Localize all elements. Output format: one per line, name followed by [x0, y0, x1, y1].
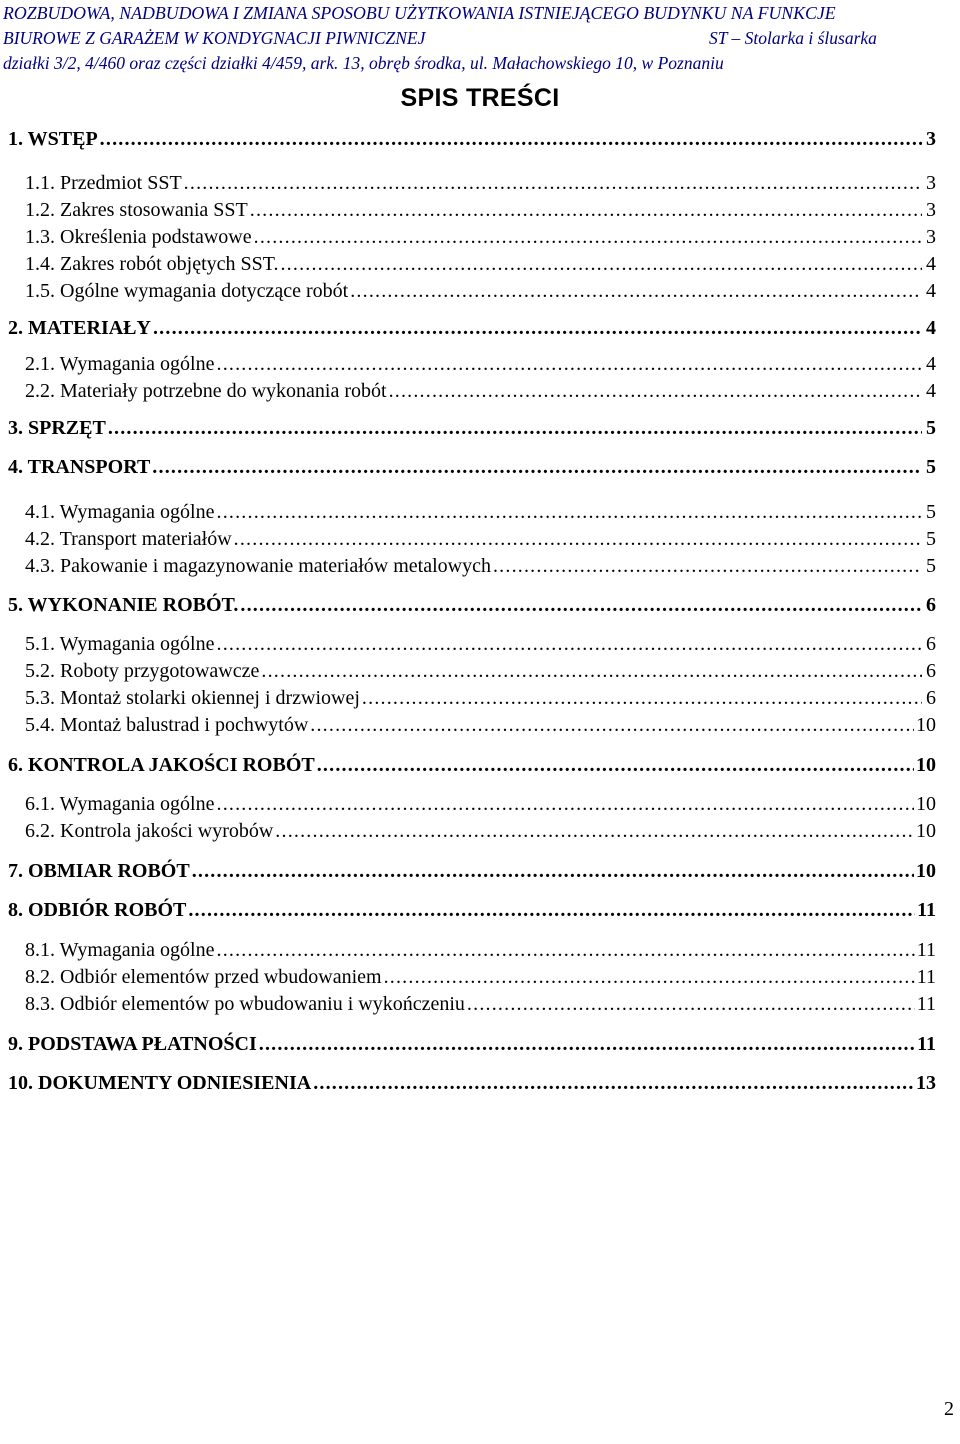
toc-entry[interactable]: [25, 687, 936, 710]
toc-entry[interactable]: [25, 966, 936, 989]
toc-leader-dots: [217, 633, 923, 656]
toc-leader-dots: [234, 528, 922, 551]
toc-entry-label: 1. WSTĘP: [8, 128, 98, 150]
toc-entry[interactable]: [25, 353, 936, 376]
toc-entry-label: 4. TRANSPORT: [8, 456, 151, 478]
toc-entry[interactable]: [8, 1033, 936, 1056]
toc-entry-page: 13: [916, 1072, 936, 1094]
toc-entry[interactable]: [25, 380, 936, 403]
toc-entry[interactable]: [25, 939, 936, 962]
toc-entry-label: 2.2. Materiały potrzebne do wykonania robót: [25, 380, 387, 402]
toc-entry-page: 4: [926, 280, 936, 302]
toc-entry-page: 5: [926, 456, 936, 478]
toc-entry-page: 11: [916, 939, 936, 961]
header-location: działki 3/2, 4/460 oraz części działki 4/459, ark. 13, obręb środka, ul. Małachowskiego 10, w Poznaniu: [3, 53, 724, 73]
toc-leader-dots: [350, 280, 922, 303]
toc-entry-page: 3: [926, 199, 936, 221]
toc-entry[interactable]: [25, 501, 936, 524]
toc-entry-page: 6: [926, 687, 936, 709]
toc-leader-dots: [493, 555, 922, 578]
toc-leader-dots: [217, 353, 923, 376]
toc-entry-page: 6: [926, 660, 936, 682]
toc-entry-label: 9. PODSTAWA PŁATNOŚCI: [8, 1033, 257, 1055]
toc-entry-label: 4.2. Transport materiałów: [25, 528, 232, 550]
header-project-title: ROZBUDOWA, NADBUDOWA I ZMIANA SPOSOBU UŻYTKOWANIA ISTNIEJĄCEGO BUDYNKU NA FUNKCJE: [3, 3, 836, 23]
toc-leader-dots: [362, 687, 922, 710]
toc-entry[interactable]: [25, 633, 936, 656]
toc-entry-label: 5.2. Roboty przygotowawcze: [25, 660, 260, 682]
header-project-subtitle: BIUROWE Z GARAŻEM W KONDYGNACJI PIWNICZNEJ: [3, 28, 426, 48]
toc-leader-dots: [254, 226, 922, 249]
toc-entry-page: 6: [926, 594, 936, 616]
toc-entry[interactable]: [25, 528, 936, 551]
toc-leader-dots: [100, 128, 922, 151]
toc-entry[interactable]: [8, 594, 936, 617]
toc-entry-label: 5.3. Montaż stolarki okiennej i drzwiowej: [25, 687, 360, 709]
toc-entry-label: 1.5. Ogólne wymagania dotyczące robót: [25, 280, 349, 302]
toc-leader-dots: [152, 456, 922, 479]
toc-entry[interactable]: [25, 660, 936, 683]
toc-entry-label: 2. MATERIAŁY: [8, 317, 151, 339]
toc-entry-page: 5: [926, 528, 936, 550]
toc-leader-dots: [250, 199, 922, 222]
toc-leader-dots: [192, 860, 914, 883]
toc-leader-dots: [259, 1033, 915, 1056]
toc-entry[interactable]: [25, 793, 936, 816]
toc-entry-label: 6.1. Wymagania ogólne: [25, 793, 215, 815]
toc-entry[interactable]: [25, 253, 936, 276]
toc-entry-page: 3: [926, 128, 936, 150]
toc-entry[interactable]: [8, 128, 936, 151]
toc-entry[interactable]: [25, 172, 936, 195]
toc-entry-label: 6.2. Kontrola jakości wyrobów: [25, 820, 274, 842]
toc-leader-dots: [217, 793, 915, 816]
toc-leader-dots: [384, 966, 915, 989]
toc-leader-dots: [188, 899, 915, 922]
toc-entry-page: 5: [926, 417, 936, 439]
toc-entry-label: 7. OBMIAR ROBÓT: [8, 860, 190, 882]
toc-entry[interactable]: [25, 993, 936, 1016]
toc-entry-page: 10: [916, 714, 936, 736]
toc-entry-page: 10: [916, 754, 936, 776]
toc-leader-dots: [217, 939, 915, 962]
toc-entry-page: 11: [917, 1033, 936, 1055]
toc-entry-label: 8.3. Odbiór elementów po wbudowaniu i wykończeniu: [25, 993, 465, 1015]
toc-leader-dots: [153, 317, 922, 340]
toc-entry-label: 5.1. Wymagania ogólne: [25, 633, 215, 655]
toc-entry-label: 6. KONTROLA JAKOŚCI ROBÓT: [8, 754, 315, 776]
toc-leader-dots: [467, 993, 915, 1016]
toc-entry[interactable]: [8, 899, 936, 922]
toc-title: SPIS TREŚCI: [400, 84, 560, 112]
header-spec-name: ST – Stolarka i ślusarka: [709, 28, 877, 48]
toc-entry[interactable]: [8, 754, 936, 777]
toc-entry-label: 4.1. Wymagania ogólne: [25, 501, 215, 523]
toc-entry[interactable]: [25, 280, 936, 303]
toc-entry-page: 3: [926, 172, 936, 194]
toc-leader-dots: [184, 172, 922, 195]
toc-entry-label: 1.2. Zakres stosowania SST: [25, 199, 248, 221]
toc-entry[interactable]: [8, 860, 936, 883]
toc-entry-label: 1.3. Określenia podstawowe: [25, 226, 252, 248]
toc-entry-page: 5: [926, 501, 936, 523]
toc-entry[interactable]: [25, 199, 936, 222]
toc-entry-label: 8. ODBIÓR ROBÓT: [8, 899, 187, 921]
toc-entry-page: 5: [926, 555, 936, 577]
toc-entry-page: 4: [926, 317, 936, 339]
toc-entry-label: 1.1. Przedmiot SST: [25, 172, 182, 194]
toc-leader-dots: [389, 380, 922, 403]
toc-entry-label: 3. SPRZĘT: [8, 417, 106, 439]
toc-entry[interactable]: [8, 456, 936, 479]
toc-entry[interactable]: [25, 820, 936, 843]
toc-entry[interactable]: [25, 555, 936, 578]
toc-entry-label: 8.1. Wymagania ogólne: [25, 939, 215, 961]
toc-leader-dots: [108, 417, 922, 440]
toc-entry-label: 10. DOKUMENTY ODNIESIENIA: [8, 1072, 312, 1094]
toc-entry-page: 10: [916, 860, 936, 882]
toc-entry-page: 11: [916, 993, 936, 1015]
toc-entry-label: 8.2. Odbiór elementów przed wbudowaniem: [25, 966, 382, 988]
toc-entry-label: 2.1. Wymagania ogólne: [25, 353, 215, 375]
toc-leader-dots: [317, 754, 914, 777]
page-number: 2: [944, 1398, 954, 1420]
toc-entry-label: 5.4. Montaż balustrad i pochwytów: [25, 714, 309, 736]
toc-entry-label: 1.4. Zakres robót objętych SST.: [25, 253, 279, 275]
toc-leader-dots: [280, 253, 922, 276]
toc-entry-page: 4: [926, 353, 936, 375]
toc-leader-dots: [275, 820, 914, 843]
toc-entry-page: 6: [926, 633, 936, 655]
toc-entry[interactable]: [8, 1072, 936, 1095]
toc-entry-label: 5. WYKONANIE ROBÓT.: [8, 594, 239, 616]
toc-entry-page: 10: [916, 820, 936, 842]
toc-leader-dots: [261, 660, 922, 683]
toc-leader-dots: [217, 501, 923, 524]
toc-entry[interactable]: [8, 417, 936, 440]
toc-entry-page: 10: [916, 793, 936, 815]
toc-entry-page: 4: [926, 380, 936, 402]
toc-entry-page: 4: [926, 253, 936, 275]
toc-leader-dots: [240, 594, 922, 617]
toc-entry-page: 3: [926, 226, 936, 248]
toc-entry-label: 4.3. Pakowanie i magazynowanie materiałów metalowych: [25, 555, 491, 577]
toc-entry[interactable]: [25, 226, 936, 249]
toc-leader-dots: [313, 1072, 914, 1095]
toc-entry[interactable]: [8, 317, 936, 340]
toc-leader-dots: [310, 714, 914, 737]
toc-entry[interactable]: [25, 714, 936, 737]
toc-entry-page: 11: [917, 899, 936, 921]
toc-entry-page: 11: [916, 966, 936, 988]
